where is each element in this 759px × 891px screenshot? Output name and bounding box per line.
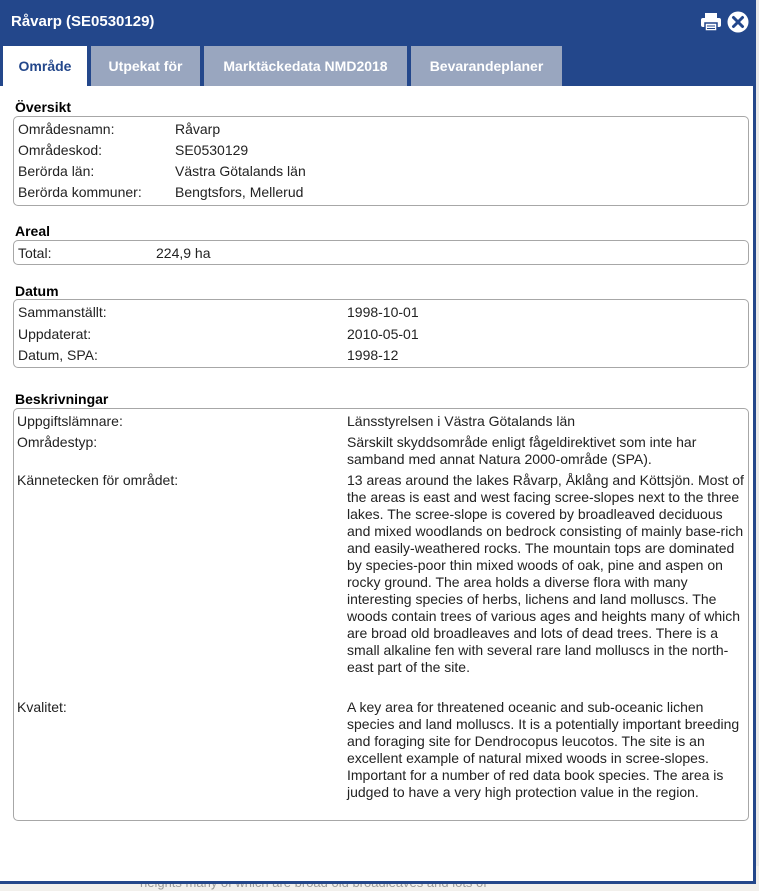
row-value: 1998-12	[347, 347, 399, 363]
section-title-areal: Areal	[15, 223, 51, 239]
row-label: Total:	[18, 245, 52, 261]
tab-bevarandeplaner[interactable]: Bevarandeplaner	[411, 46, 562, 86]
oversikt-box	[13, 116, 749, 206]
row-label: Uppdaterat:	[18, 326, 92, 342]
section-title-beskrivningar: Beskrivningar	[15, 391, 109, 407]
row-label: Områdestyp:	[17, 434, 98, 450]
row-value: 224,9 ha	[156, 245, 211, 261]
section-title-datum: Datum	[15, 283, 59, 299]
dialog-header	[0, 0, 756, 86]
close-icon[interactable]	[727, 11, 749, 33]
dialog-title: Råvarp (SE0530129)	[11, 13, 155, 30]
row-label: Områdesnamn:	[18, 121, 115, 137]
row-label: Kvalitet:	[17, 699, 67, 715]
areal-box	[13, 240, 749, 265]
row-value: SE0530129	[175, 142, 249, 158]
row-label: Uppgiftslämnare:	[17, 413, 123, 429]
row-label: Datum, SPA:	[18, 347, 98, 363]
row-value: 13 areas around the lakes Råvarp, Åklång and Köttsjön. Most of the areas is east and west facing scree-slopes next to the three lakes. The scree-slope is covered by broadleaved deciduous and mixed woodlands on bedrock consisting of mainly base-rich and easily-weathered rocks. The mountain tops are dominated by species-poor thin mixed woods of oak, pine and aspen on rocky ground. The area holds a diverse flora with many interesting species of herbs, lichens and land molluscs. The woods contain trees of various ages and heights many of which are broad old broadleaves and lots of dead trees. There is a small alkaline fen with several rare land molluscs in the north-east part of the site.	[347, 472, 744, 675]
row-label: Berörda län:	[18, 163, 95, 179]
section-title-oversikt: Översikt	[15, 99, 72, 115]
tab-utpekat-for[interactable]: Utpekat för	[91, 46, 200, 86]
tab-marktackedata[interactable]: Marktäckedata NMD2018	[204, 46, 407, 86]
row-value: A key area for threatened oceanic and sub-oceanic lichen species and land molluscs. It is a potentially important breeding and foraging site for Dendrocopus leucotos. The site is an excellent example of natural mixed woods in scree-slopes. Important for a number of red data book species. The area is judged to have a very high protection value in the region.	[347, 699, 740, 800]
row-value: 1998-10-01	[347, 304, 419, 320]
row-label: Sammanställt:	[18, 304, 107, 320]
datum-box	[13, 299, 749, 368]
print-icon[interactable]	[700, 12, 722, 32]
tab-omrade[interactable]: Område	[3, 46, 87, 86]
row-value: Bengtsfors, Mellerud	[175, 184, 304, 200]
row-label: Kännetecken för området:	[17, 472, 179, 488]
row-value: Länsstyrelsen i Västra Götalands län	[347, 413, 576, 429]
row-label: Områdeskod:	[18, 142, 103, 158]
row-value: Västra Götalands län	[175, 163, 306, 179]
row-value: 2010-05-01	[347, 326, 419, 342]
row-label: Berörda kommuner:	[18, 184, 142, 200]
row-value: Särskilt skyddsområde enligt fågeldirektivet som inte har samband med annat Natura 2000-område (SPA).	[347, 434, 697, 467]
row-value: Råvarp	[175, 121, 221, 137]
